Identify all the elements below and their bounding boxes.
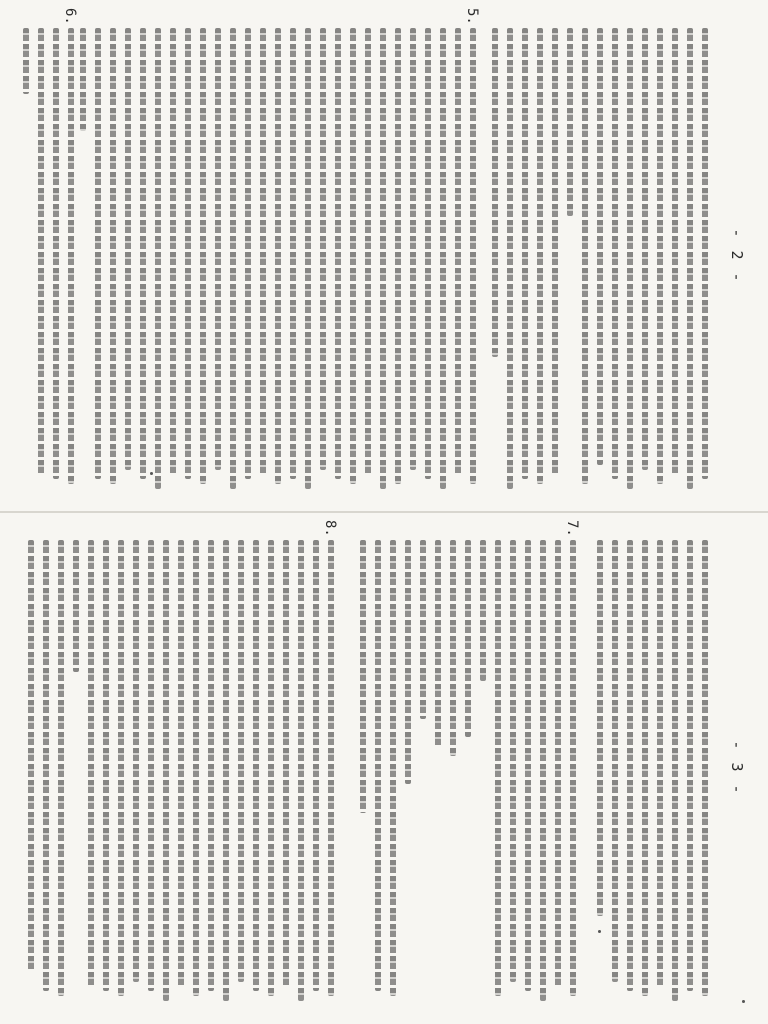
section-marker-7: 7.	[564, 520, 580, 537]
section-6-tail-text	[588, 540, 708, 1010]
page-number: - 2 -	[728, 228, 746, 284]
section-marker-8: 8.	[322, 520, 338, 537]
section-marker-5: 5.	[464, 8, 480, 25]
page-number: - 3 -	[728, 740, 746, 796]
scan-speck	[150, 472, 153, 475]
section-5-text	[71, 28, 476, 498]
scan-speck	[598, 930, 601, 933]
page-3	[0, 512, 768, 1024]
section-6-text	[14, 28, 74, 498]
section-7-text	[351, 540, 576, 1010]
section-8-text	[19, 540, 334, 1010]
section-4-tail-text	[483, 28, 708, 498]
section-marker-6: 6.	[62, 8, 78, 25]
scan-speck	[742, 1000, 745, 1003]
